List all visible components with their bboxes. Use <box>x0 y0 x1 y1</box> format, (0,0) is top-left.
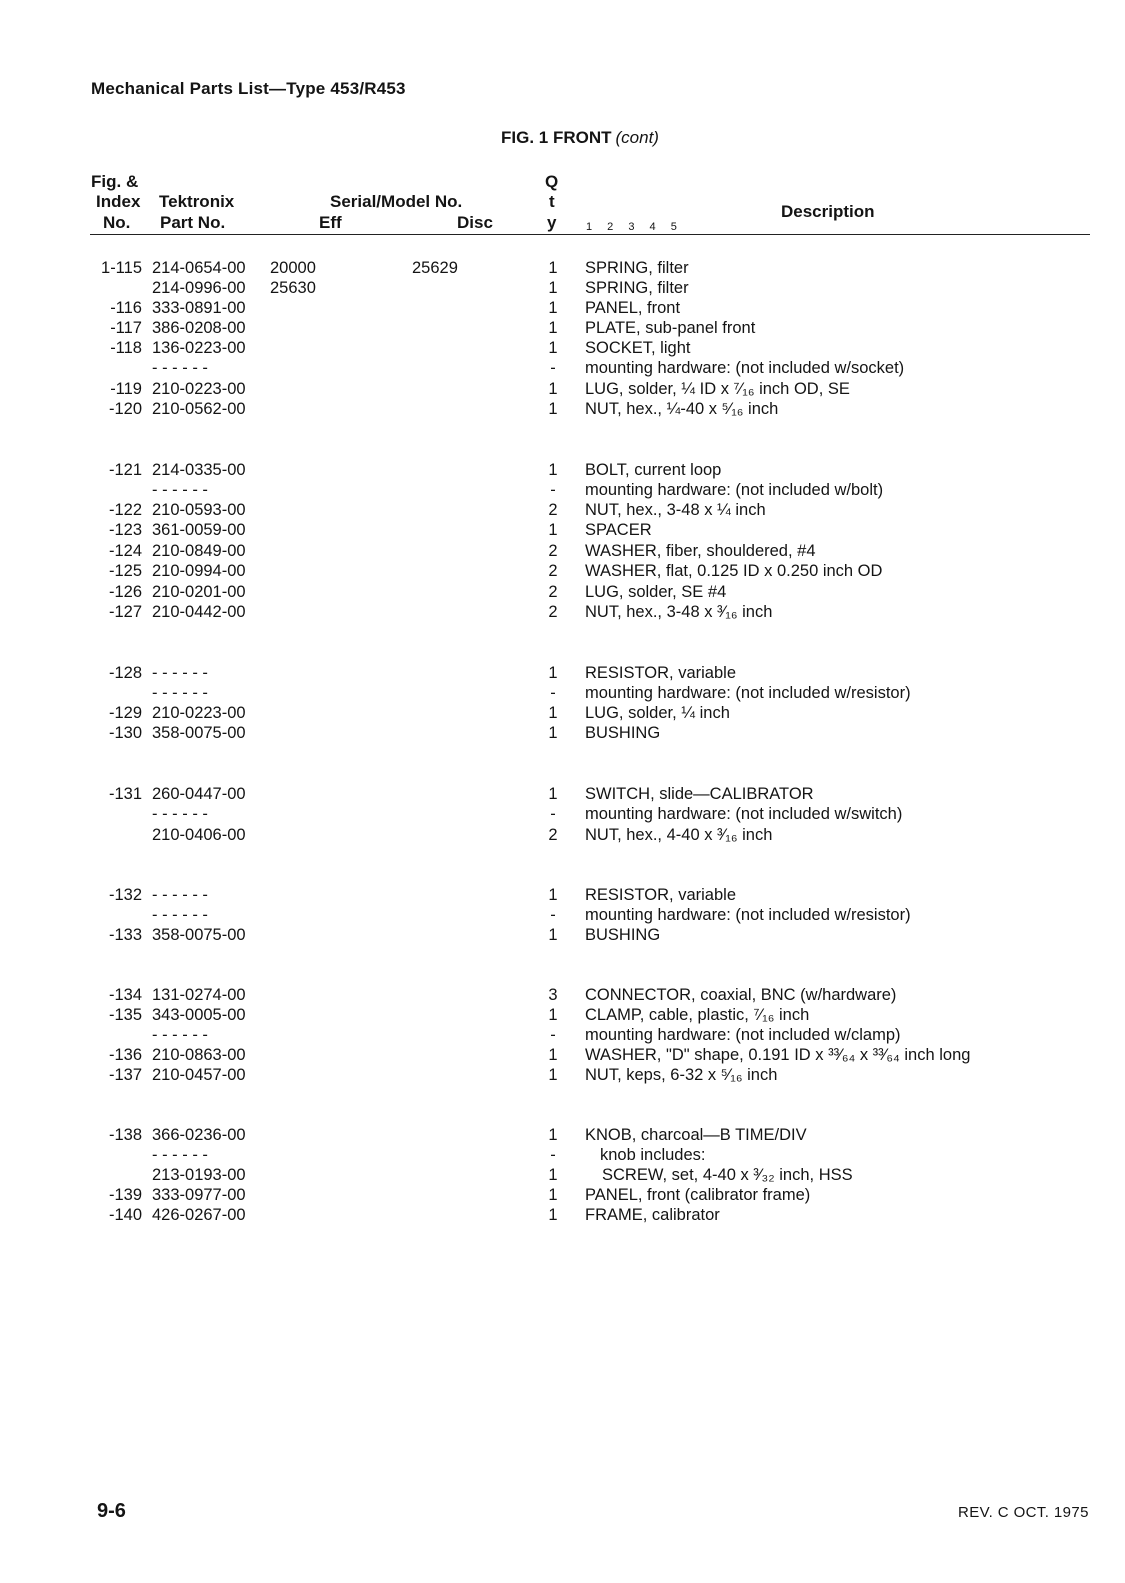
figure-title-text: FIG. 1 FRONT <box>501 128 612 147</box>
row-description: RESISTOR, variable <box>585 886 736 904</box>
row-part-number: - - - - - - <box>152 805 208 823</box>
row-quantity: 1 <box>548 704 558 722</box>
row-quantity: 1 <box>548 1186 558 1204</box>
table-row <box>0 925 1125 945</box>
row-index: -139 <box>108 1186 142 1204</box>
table-row <box>0 1165 1125 1185</box>
row-serial-eff: 25630 <box>270 279 316 297</box>
row-index: -123 <box>108 521 142 539</box>
row-description: PLATE, sub-panel front <box>585 319 756 337</box>
row-description: SPRING, filter <box>585 279 689 297</box>
table-row <box>0 602 1125 622</box>
table-row <box>0 258 1125 278</box>
row-quantity: - <box>550 684 556 702</box>
row-description: WASHER, flat, 0.125 ID x 0.250 inch OD <box>585 562 883 580</box>
row-index: -135 <box>108 1006 142 1024</box>
row-quantity: - <box>550 1146 556 1164</box>
row-part-number: 210-0849-00 <box>152 542 246 560</box>
row-quantity: 1 <box>548 461 558 479</box>
row-quantity: 2 <box>548 583 558 601</box>
row-quantity: 1 <box>548 1066 558 1084</box>
row-description: mounting hardware: (not included w/clamp) <box>585 1026 901 1044</box>
table-row <box>0 460 1125 480</box>
row-part-number: 214-0996-00 <box>152 279 246 297</box>
row-index: -122 <box>108 501 142 519</box>
table-row <box>0 663 1125 683</box>
row-index: -134 <box>108 986 142 1004</box>
row-description: PANEL, front <box>585 299 681 317</box>
row-description: NUT, hex., 3-48 x ¼ inch <box>585 501 766 519</box>
revision-note: REV. C OCT. 1975 <box>958 1504 1089 1521</box>
table-row <box>0 298 1125 318</box>
row-part-number: 358-0075-00 <box>152 724 246 742</box>
row-part-number: 214-0335-00 <box>152 461 246 479</box>
row-part-number: 210-0593-00 <box>152 501 246 519</box>
row-part-number: 210-0201-00 <box>152 583 246 601</box>
table-row <box>0 1065 1125 1085</box>
row-part-number: 426-0267-00 <box>152 1206 246 1224</box>
row-index: -121 <box>108 461 142 479</box>
row-quantity: - <box>550 359 556 377</box>
row-index: -128 <box>108 664 142 682</box>
row-part-number: - - - - - - <box>152 359 208 377</box>
row-quantity: 1 <box>548 1126 558 1144</box>
row-quantity: 1 <box>548 1006 558 1024</box>
row-index: -137 <box>108 1066 142 1084</box>
row-description: LUG, solder, SE #4 <box>585 583 727 601</box>
row-quantity: 2 <box>548 501 558 519</box>
row-part-number: 210-0406-00 <box>152 826 246 844</box>
row-quantity: 2 <box>548 826 558 844</box>
table-row <box>0 278 1125 298</box>
table-row <box>0 358 1125 378</box>
row-index: -132 <box>108 886 142 904</box>
row-quantity: 2 <box>548 542 558 560</box>
row-description: LUG, solder, ¼ inch <box>585 704 730 722</box>
row-part-number: 210-0457-00 <box>152 1066 246 1084</box>
row-serial-eff: 20000 <box>270 259 316 277</box>
table-row <box>0 683 1125 703</box>
table-row <box>0 582 1125 602</box>
col-part-line2: Part No. <box>160 213 226 232</box>
table-row <box>0 1125 1125 1145</box>
row-part-number: 343-0005-00 <box>152 1006 246 1024</box>
row-part-number: 386-0208-00 <box>152 319 246 337</box>
row-quantity: 1 <box>548 400 558 418</box>
table-row <box>0 318 1125 338</box>
table-row <box>0 399 1125 419</box>
row-index: -119 <box>110 380 142 398</box>
row-index: -125 <box>108 562 142 580</box>
row-part-number: 260-0447-00 <box>152 785 246 803</box>
row-description: NUT, keps, 6-32 x ⁵⁄₁₆ inch <box>585 1066 778 1084</box>
row-description: knob includes: <box>600 1146 706 1164</box>
row-part-number: - - - - - - <box>152 886 208 904</box>
row-quantity: 1 <box>548 319 558 337</box>
col-indent-digits: 1 2 3 4 5 <box>586 221 683 233</box>
table-row <box>0 885 1125 905</box>
row-description: CONNECTOR, coaxial, BNC (w/hardware) <box>585 986 897 1004</box>
row-quantity: 1 <box>548 521 558 539</box>
col-part-line1: Tektronix <box>159 192 235 211</box>
row-quantity: 1 <box>548 299 558 317</box>
row-index: 1-115 <box>101 259 142 277</box>
table-row <box>0 480 1125 500</box>
col-disc: Disc <box>457 213 493 232</box>
row-description: RESISTOR, variable <box>585 664 736 682</box>
table-row <box>0 784 1125 804</box>
row-part-number: 366-0236-00 <box>152 1126 246 1144</box>
table-row <box>0 1005 1125 1025</box>
row-description: KNOB, charcoal—B TIME/DIV <box>585 1126 807 1144</box>
row-part-number: 358-0075-00 <box>152 926 246 944</box>
row-description: PANEL, front (calibrator frame) <box>585 1186 811 1204</box>
col-eff: Eff <box>319 213 342 232</box>
row-index: -120 <box>108 400 142 418</box>
row-part-number: - - - - - - <box>152 481 208 499</box>
table-row <box>0 1205 1125 1225</box>
row-index: -138 <box>108 1126 142 1144</box>
header-rule <box>90 234 1090 235</box>
table-row <box>0 1145 1125 1165</box>
page-number: 9-6 <box>97 1500 126 1522</box>
row-quantity: 1 <box>548 886 558 904</box>
table-row <box>0 703 1125 723</box>
row-description: mounting hardware: (not included w/bolt) <box>585 481 884 499</box>
row-index: -130 <box>108 724 142 742</box>
table-row <box>0 379 1125 399</box>
row-quantity: 3 <box>548 986 558 1004</box>
row-index: -117 <box>110 319 142 337</box>
row-quantity: 1 <box>548 259 558 277</box>
row-part-number: 361-0059-00 <box>152 521 246 539</box>
row-description: BUSHING <box>585 724 661 742</box>
row-quantity: 1 <box>548 724 558 742</box>
table-row <box>0 1045 1125 1065</box>
row-description: BOLT, current loop <box>585 461 722 479</box>
row-description: SWITCH, slide—CALIBRATOR <box>585 785 814 803</box>
row-quantity: 1 <box>548 1046 558 1064</box>
row-description: mounting hardware: (not included w/resistor) <box>585 684 911 702</box>
row-description: LUG, solder, ¼ ID x ⁷⁄₁₆ inch OD, SE <box>585 380 850 398</box>
row-index: -124 <box>108 542 142 560</box>
row-quantity: 1 <box>548 279 558 297</box>
row-description: SPRING, filter <box>585 259 689 277</box>
row-description: NUT, hex., 4-40 x ³⁄₁₆ inch <box>585 826 773 844</box>
row-index: -140 <box>108 1206 142 1224</box>
figure-title-cont: (cont) <box>615 128 659 147</box>
table-row <box>0 500 1125 520</box>
row-index: -131 <box>108 785 142 803</box>
row-description: WASHER, fiber, shouldered, #4 <box>585 542 816 560</box>
row-quantity: 1 <box>548 664 558 682</box>
table-row <box>0 1025 1125 1045</box>
row-description: mounting hardware: (not included w/socket) <box>585 359 905 377</box>
table-row <box>0 825 1125 845</box>
page-header: Mechanical Parts List—Type 453/R453 <box>91 79 406 98</box>
row-part-number: 210-0223-00 <box>152 704 246 722</box>
row-part-number: - - - - - - <box>152 664 208 682</box>
row-quantity: - <box>550 1026 556 1044</box>
row-quantity: 2 <box>548 562 558 580</box>
row-part-number: 210-0863-00 <box>152 1046 246 1064</box>
row-index: -127 <box>108 603 142 621</box>
table-row <box>0 804 1125 824</box>
row-quantity: - <box>550 481 556 499</box>
row-part-number: - - - - - - <box>152 684 208 702</box>
row-description: SCREW, set, 4-40 x ³⁄₃₂ inch, HSS <box>602 1166 853 1184</box>
row-description: mounting hardware: (not included w/resistor) <box>585 906 911 924</box>
row-description: FRAME, calibrator <box>585 1206 720 1224</box>
row-part-number: 333-0891-00 <box>152 299 246 317</box>
figure-title <box>501 128 659 148</box>
row-part-number: 131-0274-00 <box>152 986 246 1004</box>
row-quantity: 1 <box>548 1166 558 1184</box>
col-fig-line3: No. <box>103 213 131 232</box>
row-part-number: 136-0223-00 <box>152 339 246 357</box>
row-description: SOCKET, light <box>585 339 691 357</box>
col-serial: Serial/Model No. <box>330 192 463 211</box>
col-fig-line1: Fig. & <box>91 172 139 191</box>
col-qty-line2: t <box>549 192 555 211</box>
row-description: NUT, hex., 3-48 x ³⁄₁₆ inch <box>585 603 773 621</box>
row-description: mounting hardware: (not included w/switch) <box>585 805 903 823</box>
row-part-number: 210-0562-00 <box>152 400 246 418</box>
row-index: -116 <box>110 299 142 317</box>
col-fig-line2: Index <box>96 192 141 211</box>
row-quantity: - <box>550 906 556 924</box>
row-index: -136 <box>108 1046 142 1064</box>
row-part-number: 210-0442-00 <box>152 603 246 621</box>
row-quantity: 1 <box>548 926 558 944</box>
row-index: -129 <box>108 704 142 722</box>
row-quantity: 1 <box>548 339 558 357</box>
row-index: -133 <box>108 926 142 944</box>
row-part-number: - - - - - - <box>152 906 208 924</box>
table-row <box>0 561 1125 581</box>
row-part-number: - - - - - - <box>152 1146 208 1164</box>
table-row <box>0 520 1125 540</box>
table-row <box>0 338 1125 358</box>
row-quantity: 1 <box>548 380 558 398</box>
col-qty-line3: y <box>547 213 557 232</box>
row-quantity: 1 <box>548 785 558 803</box>
row-serial-disc: 25629 <box>412 259 458 277</box>
row-index: -126 <box>108 583 142 601</box>
table-row <box>0 1185 1125 1205</box>
row-part-number: - - - - - - <box>152 1026 208 1044</box>
row-index: -118 <box>110 339 142 357</box>
row-description: BUSHING <box>585 926 661 944</box>
row-part-number: 333-0977-00 <box>152 1186 246 1204</box>
table-row <box>0 541 1125 561</box>
table-row <box>0 723 1125 743</box>
row-part-number: 213-0193-00 <box>152 1166 246 1184</box>
table-row <box>0 985 1125 1005</box>
col-qty-line1: Q <box>545 172 559 191</box>
table-row <box>0 905 1125 925</box>
row-part-number: 210-0223-00 <box>152 380 246 398</box>
row-part-number: 214-0654-00 <box>152 259 246 277</box>
row-part-number: 210-0994-00 <box>152 562 246 580</box>
row-description: CLAMP, cable, plastic, ⁷⁄₁₆ inch <box>585 1006 810 1024</box>
row-description: WASHER, "D" shape, 0.191 ID x ³³⁄₆₄ x ³³⁄₆₄ inch long <box>585 1046 971 1064</box>
col-description: Description <box>781 202 875 221</box>
row-quantity: - <box>550 805 556 823</box>
row-quantity: 1 <box>548 1206 558 1224</box>
row-description: SPACER <box>585 521 652 539</box>
row-quantity: 2 <box>548 603 558 621</box>
row-description: NUT, hex., ¼-40 x ⁵⁄₁₆ inch <box>585 400 779 418</box>
